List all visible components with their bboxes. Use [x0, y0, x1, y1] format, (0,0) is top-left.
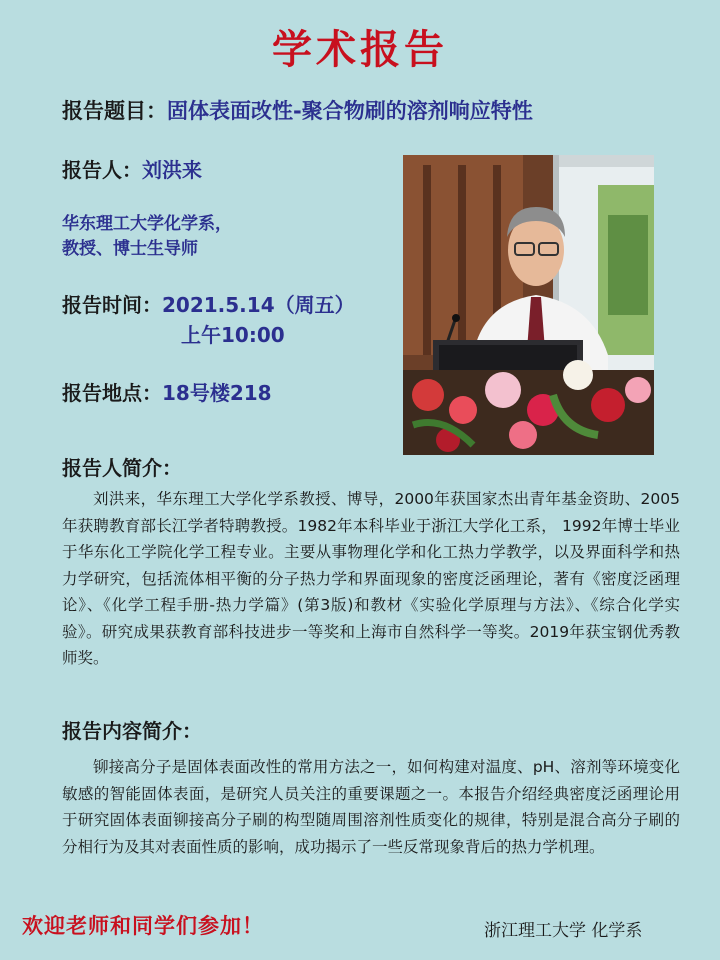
topic-value: 固体表面改性-聚合物刷的溶剂响应特性 — [167, 99, 533, 123]
bio-heading: 报告人简介： — [62, 456, 182, 480]
speaker-affiliation — [62, 212, 232, 262]
time-date: 2021.5.14（周五） — [162, 293, 355, 317]
affiliation-line-1: 华东理工大学化学系， — [62, 214, 232, 234]
content-text: 铆接高分子是固体表面改性的常用方法之一，如何构建对温度、pH、溶剂等环境变化敏感的智能固体表面，是研究人员关注的重要课题之一。本报告介绍经典密度泛函理论用于研究固体表面铆接高分子刷的构型随周围溶剂性质变化的规律，特别是混合高分子刷的分相行为及其对表面性质的影响，成功揭示了一些反常现象背后的热力学机理。 — [62, 758, 680, 856]
time-clock: 上午10:00 — [181, 323, 285, 347]
time-label: 报告时间： — [62, 293, 162, 317]
time-row — [62, 290, 355, 320]
place-label: 报告地点： — [62, 381, 162, 405]
poster-title: 学术报告 — [272, 27, 448, 73]
speaker-photo-illustration — [403, 155, 654, 455]
speaker-row — [62, 155, 202, 185]
topic-row — [62, 96, 533, 126]
speaker-name: 刘洪来 — [142, 158, 202, 182]
organizer-text: 浙江理工大学 化学系 — [484, 921, 643, 941]
time-clock-row — [181, 320, 285, 350]
place-value: 18号楼218 — [162, 381, 272, 405]
topic-label: 报告题目： — [62, 99, 167, 123]
speaker-label: 报告人： — [62, 158, 142, 182]
bio-text: 刘洪来，华东理工大学化学系教授、博导，2000年获国家杰出青年基金资助、2005年获聘教育部长江学者特聘教授。1982年本科毕业于浙江大学化工系， 1992年博士毕业于华东化工学院化学工程专业。主要从事物理化学和化工热力学教学，以及界面科学和热力学研究，包括流体相平衡的分子热力学和界面现象的密度泛函理论，著有《密度泛函理论》、《化学工程手册-热力学篇》(第3版)和教材《实验化学原理与方法》、《综合化学实验》。研究成果获教育部科技进步一等奖和上海市自然科学一等奖。2019年获宝钢优秀教师奖。 — [62, 490, 680, 667]
place-row — [62, 378, 272, 408]
welcome-text: 欢迎老师和同学们参加！ — [22, 914, 264, 938]
affiliation-line-2: 教授、博士生导师 — [62, 239, 198, 259]
content-heading: 报告内容简介： — [62, 719, 202, 743]
speaker-photo — [403, 155, 654, 455]
